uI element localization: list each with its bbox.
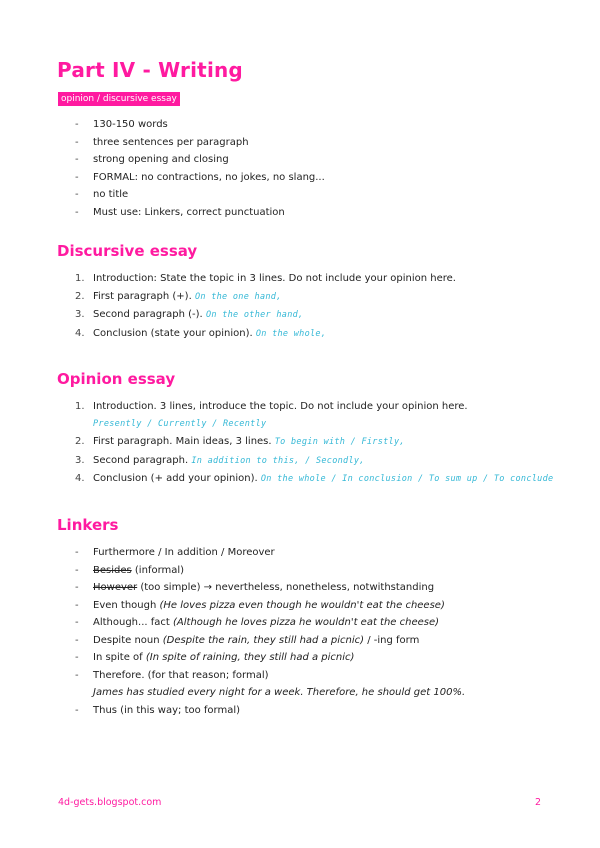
handwritten-note: On the whole / In conclusion / To sum up / To conclude: [260, 474, 554, 484]
list-item: - In spite of (In spite of raining, they still had a picnic): [75, 652, 355, 663]
linkers-heading: Linkers: [57, 516, 119, 534]
list-item: - Besides (informal): [75, 564, 185, 576]
list-item: 1. Introduction. 3 lines, introduce the topic. Do not include your opinion here. Presently / Currently / Recently: [58, 398, 553, 433]
list-item: - 130-150 words: [75, 119, 168, 130]
list-item: - Must use: Linkers, correct punctuation: [75, 206, 285, 218]
linkers-list: [58, 544, 465, 719]
list-item: 1. Introduction: State the topic in 3 lines. Do not include your opinion here.: [75, 273, 456, 284]
list-item: - Although... fact (Although he loves pizza he wouldn't eat the cheese): [75, 617, 440, 628]
list-item: - FORMAL: no contractions, no jokes, no slang...: [75, 171, 325, 183]
handwritten-note: On the one hand,: [194, 291, 282, 302]
opinion-steps: [58, 398, 553, 489]
list-item: - no title: [75, 189, 129, 200]
handwritten-note: On the other hand,: [205, 310, 304, 320]
list-item: - Thus (in this way; too formal): [75, 704, 241, 716]
list-item: - strong opening and closing: [75, 154, 229, 165]
list-item: 4. Conclusion (state your opinion). On the whole,: [75, 327, 327, 339]
list-item: 3. Second paragraph. In addition to this, / Secondly,: [75, 454, 365, 466]
page-number: 2: [535, 797, 542, 808]
discursive-steps: [58, 270, 456, 343]
list-item: - Despite noun (Despite the rain, they still had a picnic) / -ing form: [75, 634, 420, 646]
list-item: 3. Second paragraph (-). On the other hand,: [75, 309, 304, 320]
list-item: - Therefore. (for that reason; formal) James has studied every night for a week. Therefore, he should get 100%.: [75, 669, 466, 698]
list-item: - Even though (He loves pizza even though he wouldn't eat the cheese): [75, 599, 445, 611]
footer-site-link[interactable]: 4d-gets.blogspot.com: [58, 797, 162, 808]
handwritten-note: On the whole,: [255, 328, 327, 339]
essay-type-tag: opinion / discursive essay: [58, 92, 180, 106]
list-item: - Furthermore / In addition / Moreover: [75, 547, 275, 558]
list-item: - However (too simple) → nevertheless, nonetheless, notwithstanding: [75, 582, 435, 593]
rules-list: [58, 116, 325, 221]
list-item: - three sentences per paragraph: [75, 136, 249, 148]
list-item: 4. Conclusion (+ add your opinion). On the whole / In conclusion / To sum up / To conclude: [75, 473, 554, 484]
list-item: 2. First paragraph. Main ideas, 3 lines. To begin with / Firstly,: [75, 436, 405, 447]
discursive-heading: Discursive essay: [57, 242, 198, 260]
handwritten-note: To begin with / Firstly,: [274, 437, 405, 447]
handwritten-note: In addition to this, / Secondly,: [191, 455, 365, 466]
list-item: 2. First paragraph (+). On the one hand,: [75, 290, 282, 302]
page-title: Part IV - Writing: [57, 58, 243, 82]
handwritten-note: Presently / Currently / Recently: [93, 418, 267, 429]
opinion-heading: Opinion essay: [57, 370, 176, 388]
